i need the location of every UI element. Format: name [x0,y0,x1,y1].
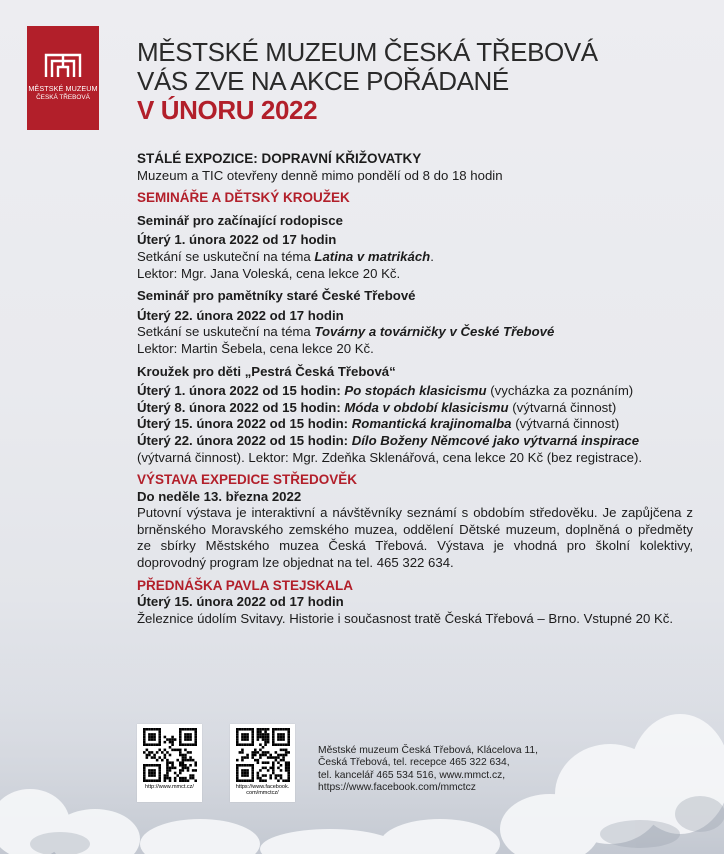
exhibition-date: Do neděle 13. března 2022 [137,488,302,504]
qr-code-icon [143,728,197,782]
seminar-2-lector: Lektor: Martin Šebela, cena lekce 20 Kč. [137,340,374,356]
footer-line-4[interactable]: https://www.facebook.com/mmctcz [318,781,476,793]
kids-club-list [137,383,693,466]
qr-code-icon [236,728,290,782]
kids-item-3 [137,416,693,433]
kids-item-3-date: Úterý 15. února 2022 od 15 hodin: [137,416,349,432]
kids-item-1-topic: Po stopách klasicismu [344,383,487,399]
logo-line-1: MĚSTSKÉ MUZEUM [28,84,98,93]
heading-line-2: VÁS ZVE NA AKCE POŘÁDANÉ [137,66,509,96]
seminar-1-lector: Lektor: Mgr. Jana Voleská, cena lekce 20 Kč. [137,265,401,281]
lecture-date: Úterý 15. února 2022 od 17 hodin [137,594,344,610]
exhibition-title: VÝSTAVA EXPEDICE STŘEDOVĚK [137,472,358,488]
qr-code-facebook[interactable] [230,724,295,802]
events-content [137,151,693,627]
kids-item-2-date: Úterý 8. února 2022 od 15 hodin: [137,399,341,415]
lecture-text: Železnice údolím Svitavy. Historie i současnost tratě Česká Třebová – Brno. Vstupné 20 Kč. [137,610,674,626]
heading-line-1: MĚSTSKÉ MUZEUM ČESKÁ TŘEBOVÁ [137,37,598,67]
kids-item-4-note: (výtvarná činnost). Lektor: Mgr. Zdeňka Sklenářová, cena lekce 20 Kč (bez registrace). [137,449,643,465]
seminar-2-topic: Továrny a továrničky v České Třebové [314,324,555,340]
seminar-1-date: Úterý 1. února 2022 od 17 hodin [137,232,337,248]
qr-code-website[interactable] [137,724,202,802]
heading-line-3: V ÚNORU 2022 [137,95,318,125]
museum-logo-icon [43,52,83,78]
kids-item-2 [137,400,693,417]
seminar-1-text-post: . [430,248,434,264]
seminar-1-text-pre: Setkání se uskuteční na téma [137,248,315,264]
contact-footer [318,745,538,794]
kids-item-2-note: (výtvarná činnost) [512,399,617,415]
expo-title: STÁLÉ EXPOZICE: DOPRAVNÍ KŘIŽOVATKY [137,151,422,166]
kids-item-1-note: (vycházka za poznáním) [490,383,634,399]
qr-website-url: http://www.mmct.cz/ [145,784,194,790]
qr-facebook-url [230,784,295,796]
kids-item-4-date: Úterý 22. února 2022 od 15 hodin: [137,432,349,448]
kids-club-title: Kroužek pro děti „Pestrá Česká Třebová“ [137,363,396,379]
kids-item-1-date: Úterý 1. února 2022 od 15 hodin: [137,383,341,399]
seminar-1-title: Seminář pro začínající rodopisce [137,212,343,228]
footer-line-2: Česká Třebová, tel. recepce 465 322 634, [318,757,510,769]
logo-line-2: ČESKÁ TŘEBOVÁ [36,94,90,101]
exhibition-text: Putovní výstava je interaktivní a návštěvníky seznámí s obdobím středověku. Je zapůjčena z brněnského Moravského zemského muzea, oddělení Dětské muzeum, doplněná o předměty ze sbírky Městského muzea Česká Třebová. Výstava je vhodná pro školní kolektivy, doprovodný program lze objednat na tel. 465 322 634. [137,505,693,571]
seminar-1-text [137,249,693,266]
qr-facebook-url-1: https://www.facebook. [235,784,290,790]
page-heading [137,38,598,125]
seminar-2-text-pre: Setkání se uskuteční na téma [137,324,315,340]
seminars-title: SEMINÁŘE A DĚTSKÝ KROUŽEK [137,190,350,206]
kids-item-4 [137,433,693,466]
seminar-2-date: Úterý 22. února 2022 od 17 hodin [137,307,344,323]
seminar-1-topic: Latina v matrikách [314,248,431,264]
seminar-2-text [137,324,693,341]
footer-line-1: Městské muzeum Česká Třebová, Klácelova 11, [318,745,538,756]
kids-item-3-note: (výtvarná činnost) [515,416,620,432]
kids-item-2-topic: Móda v období klasicismu [344,399,509,415]
qr-facebook-url-2: com/mmctcz/ [246,790,279,796]
footer-line-3: tel. kancelář 465 534 516, www.mmct.cz, [318,769,506,781]
museum-logo [27,26,99,130]
kids-item-1 [137,383,693,400]
kids-item-3-topic: Romantická krajinomalba [351,416,512,432]
seminar-2-title: Seminář pro pamětníky staré České Třebové [137,288,416,304]
lecture-title: PŘEDNÁŠKA PAVLA STEJSKALA [137,577,354,593]
kids-item-4-topic: Dílo Boženy Němcové jako výtvarná inspirace [351,432,640,448]
expo-text: Muzeum a TIC otevřeny denně mimo pondělí od 8 do 18 hodin [137,167,503,183]
